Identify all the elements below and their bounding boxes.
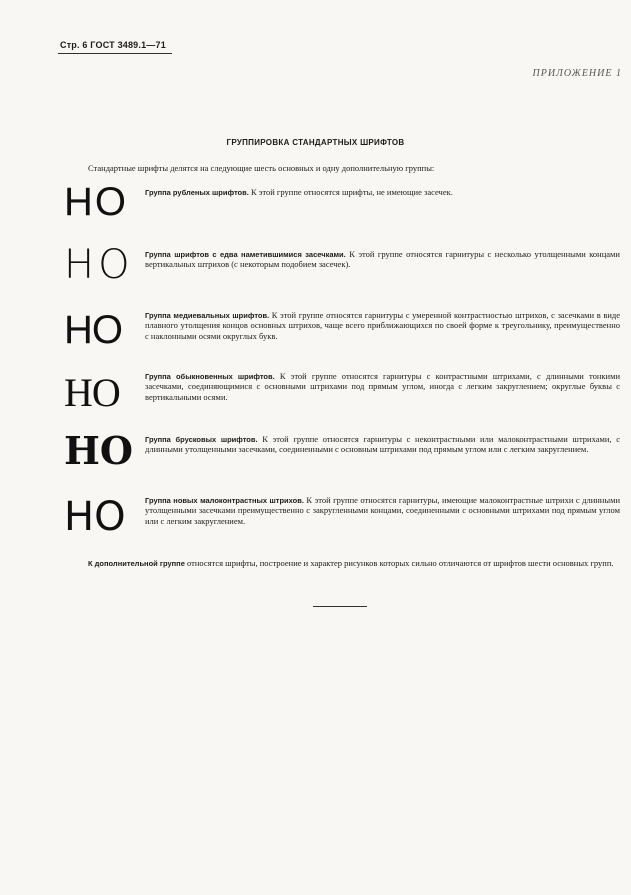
group-body: К этой группе относятся гарнитуры с неконтрастными или малоконтрастными штрихами, с длинными утолщенными засечками, соединенными с основным штрихами под прямым углом или с легким закруглением. — [145, 434, 620, 455]
sample-old-style: НО — [64, 308, 122, 352]
group-lead: Группа брусковых шрифтов. — [145, 435, 258, 444]
sample-new-low-contrast: НО — [64, 494, 126, 540]
sample-flared: НО — [64, 242, 134, 288]
section-title: ГРУППИРОВКА СТАНДАРТНЫХ ШРИФТОВ — [226, 138, 405, 147]
group-body: К этой группе относятся гарнитуры, имеющие малоконтрастные штрихи с длинными утолщенными засечками преимущественно с закругленными концами, соединенными с основными штрихами под прямым углом или с легким закруглением. — [145, 495, 620, 526]
group-description — [145, 495, 620, 526]
group-description — [145, 249, 620, 270]
page-header: Стр. 6 ГОСТ 3489.1—71 — [60, 40, 166, 50]
header-rule — [58, 53, 172, 54]
closing-lead: К дополнительной группе — [88, 559, 185, 568]
group-lead: Группа рубленых шрифтов. — [145, 188, 249, 197]
group-lead: Группа шрифтов с едва наметившимися засечками. — [145, 250, 346, 259]
end-rule — [313, 606, 367, 607]
group-lead: Группа обыкновенных шрифтов. — [145, 372, 275, 381]
intro-paragraph: Стандартные шрифты делятся на следующие шесть основных и одну дополнительную группы: — [88, 163, 435, 173]
group-lead: Группа новых малоконтрастных штрихов. — [145, 496, 304, 505]
group-body: К этой группе относятся гарнитуры с несколько утолщенными концами вертикальных штрихов (с некоторым подобием засечек). — [145, 249, 620, 270]
group-body: К этой группе относятся гарнитуры с контрастными штрихами, с длинными тонкими засечками, соединяющимися с основными штрихами под прямым углом, иногда с легким закруглением; округлые буквы с вертикальными осями. — [145, 371, 620, 402]
closing-paragraph — [60, 558, 620, 568]
group-description — [145, 371, 620, 402]
group-description — [145, 187, 620, 197]
group-body: К этой группе относятся гарнитуры с умеренной контрастностью штрихов, с засечками в виде плавного утолщения концов основных штрихов, чаще всего приближающихся по своей форме к треугольнику, преимущественно с наклонными осями округлых букв. — [145, 310, 620, 341]
closing-body: относятся шрифты, построение и характер рисунков которых сильно отличаются от шрифтов шести основных групп. — [184, 558, 614, 568]
group-description — [145, 310, 620, 341]
sample-modern-serif: НО — [64, 370, 120, 415]
group-lead: Группа медиевальных шрифтов. — [145, 311, 270, 320]
appendix-label: ПРИЛОЖЕНИЕ 1 — [532, 68, 622, 79]
sample-slab-serif: НО — [64, 428, 134, 473]
group-description — [145, 434, 620, 455]
sample-sans-serif: НО — [64, 180, 128, 224]
group-body: К этой группе относятся шрифты, не имеющие засечек. — [248, 187, 453, 197]
